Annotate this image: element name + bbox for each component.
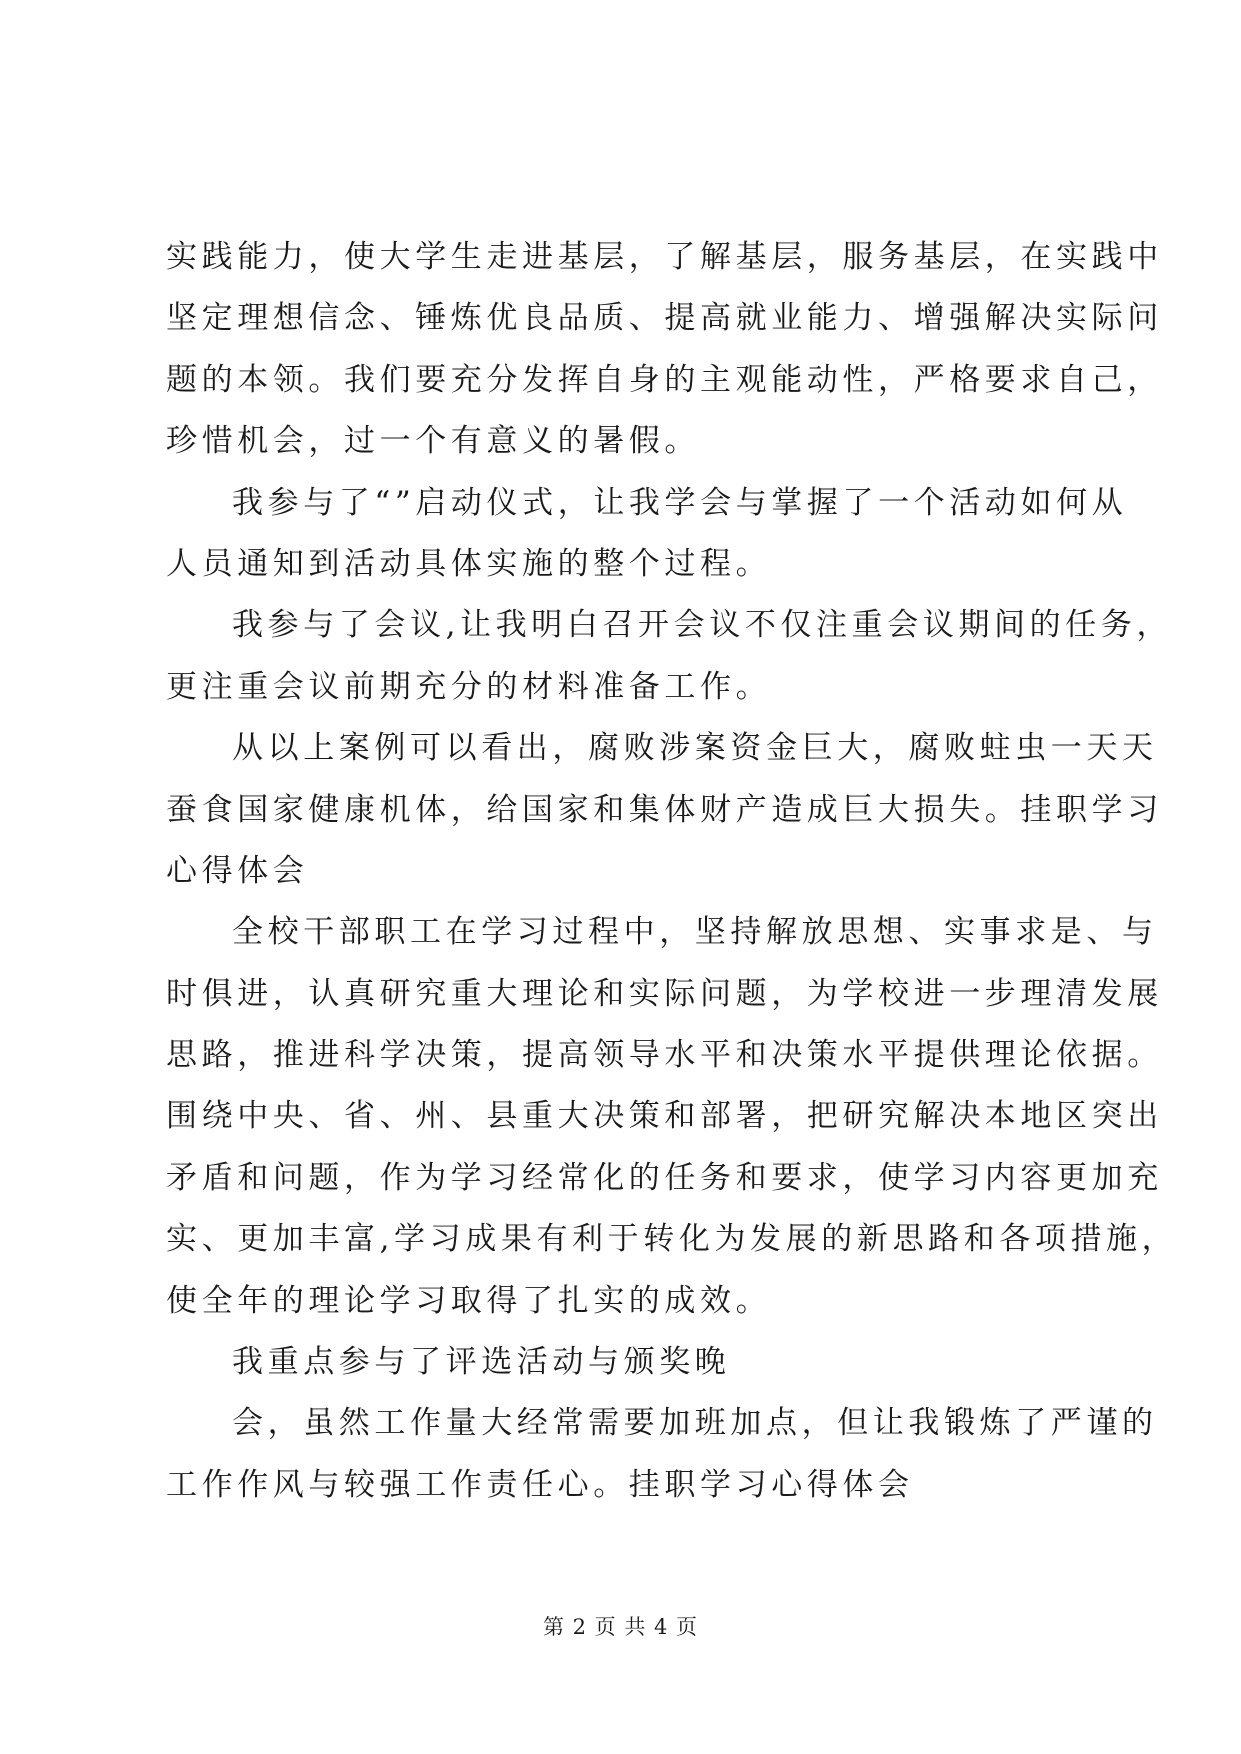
text-line: 使全年的理论学习取得了扎实的成效。	[166, 1282, 772, 1319]
text-line: 更注重会议前期充分的材料准备工作。	[166, 668, 772, 705]
text-line: 工作作风与较强工作责任心。挂职学习心得体会	[166, 1466, 914, 1503]
text-line: 人员通知到活动具体实施的整个过程。	[166, 545, 772, 582]
text-line: 蚕食国家健康机体，给国家和集体财产造成巨大损失。挂职学习	[166, 791, 1163, 828]
text-line: 我参与了会议,让我明白召开会议不仅注重会议期间的任务，	[232, 607, 1173, 644]
text-line: 实践能力，使大学生走进基层，了解基层，服务基层，在实践中	[166, 239, 1163, 275]
text-line: 从以上案例可以看出，腐败涉案资金巨大，腐败蛀虫一天天	[232, 730, 1158, 767]
page-number-footer: 第 2 页 共 4 页	[542, 1615, 699, 1639]
text-line: 会，虽然工作量大经常需要加班加点，但让我锻炼了严谨的	[232, 1405, 1158, 1442]
text-line: 坚定理想信念、锤炼优良品质、提高就业能力、增强解决实际问	[166, 300, 1163, 337]
text-line: 我重点参与了评选活动与颁奖晚	[232, 1344, 731, 1381]
text-line: 时俱进，认真研究重大理论和实际问题，为学校进一步理清发展	[166, 975, 1163, 1012]
text-line: 思路，推进科学决策，提高领导水平和决策水平提供理论依据。	[166, 1037, 1163, 1074]
text-line: 心得体会	[166, 852, 309, 889]
text-line: 珍惜机会，过一个有意义的暑假。	[166, 423, 700, 460]
body-text	[166, 227, 1178, 1516]
text-line: 实、更加丰富,学习成果有利于转化为发展的新思路和各项措施，	[166, 1221, 1178, 1258]
text-line: 题的本领。我们要充分发挥自身的主观能动性，严格要求自己，	[166, 361, 1163, 398]
text-line: 矛盾和问题，作为学习经常化的任务和要求，使学习内容更加充	[166, 1159, 1163, 1196]
text-line: 全校干部职工在学习过程中，坚持解放思想、实事求是、与	[232, 914, 1158, 951]
text-line: 我参与了“”启动仪式，让我学会与掌握了一个活动如何从	[232, 484, 1128, 521]
text-line: 围绕中央、省、州、县重大决策和部署，把研究解决本地区突出	[166, 1098, 1163, 1135]
